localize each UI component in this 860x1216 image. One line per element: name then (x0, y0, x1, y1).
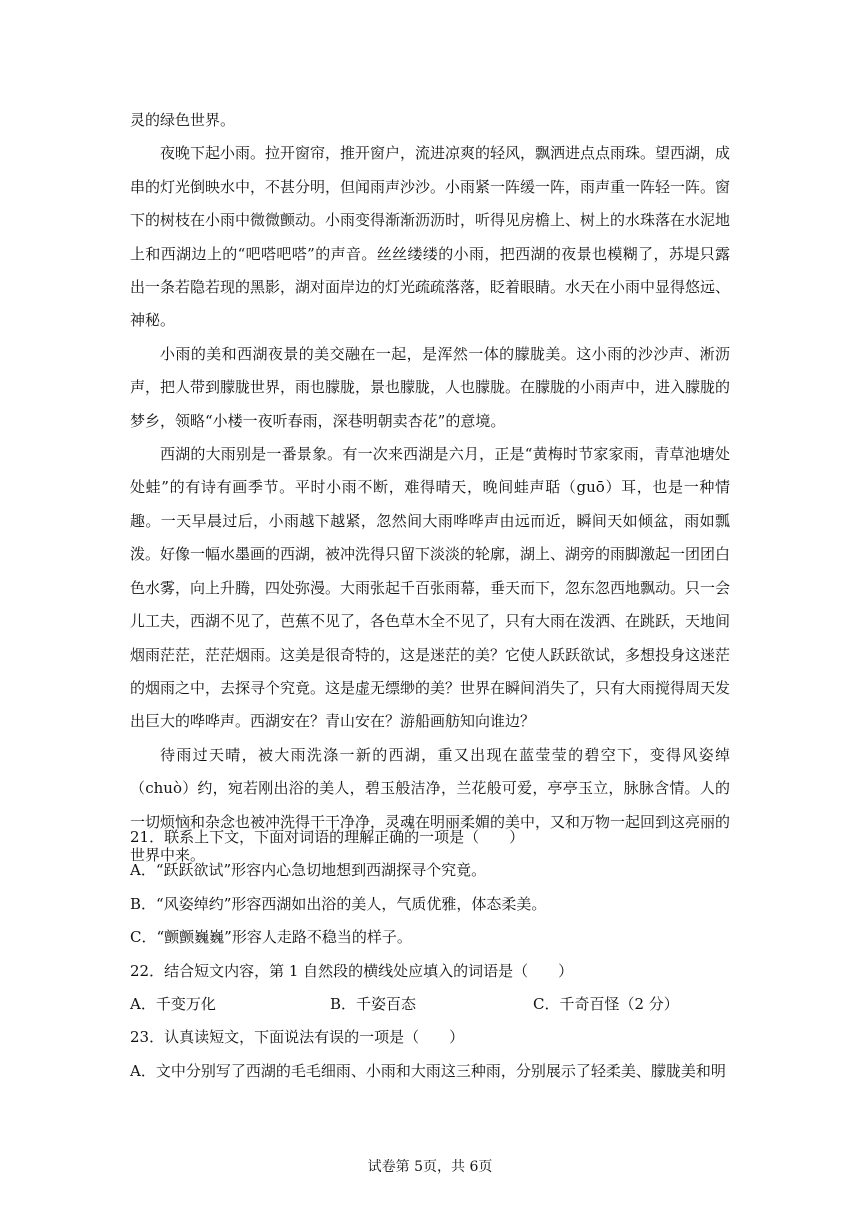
question-list (130, 821, 730, 1088)
question-21-option-a: A．“跃跃欲试”形容内心急切地想到西湖探寻个究竟。 (130, 861, 487, 880)
question-21-option-b: B．“风姿绰约”形容西湖如出浴的美人，气质优雅，体态柔美。 (130, 894, 547, 913)
question-23-option-a: A．文中分别写了西湖的毛毛细雨、小雨和大雨这三种雨，分别展示了轻柔美、朦胧美和明 (130, 1061, 726, 1080)
question-23-stem: 23．认真读短文，下面说法有误的一项是（ ） (130, 1028, 465, 1047)
page-footer: 试卷第 5页，共 6页 (367, 1159, 493, 1175)
question-22-options (130, 988, 730, 1021)
question-22-option-a: A．千变万化 (130, 995, 216, 1014)
exam-page (130, 0, 730, 1216)
question-21-stem: 21．联系上下文，下面对词语的理解正确的一项是（ ） (130, 828, 525, 846)
passage-paragraph-night-rain: 夜晚下起小雨。拉开窗帘，推开窗户，流进凉爽的轻风，飘洒进点点雨珠。望西湖，成串的灯光倒映水中，不甚分明，但闻雨声沙沙。小雨紧一阵缓一阵，雨声重一阵轻一阵。窗下的树枝在小雨中微微颤动。小雨变得渐渐沥沥时，听得见房檐上、树上的水珠落在水泥地上和西湖边上的“吧嗒吧嗒”的声音。丝丝缕缕的小雨，把西湖的夜景也模糊了，苏堤只露出一条若隐若现的黑影，湖对面岸边的灯光疏疏落落，眨着眼睛。水天在小雨中显得悠远、神秘。 (130, 144, 731, 330)
passage-paragraph-continued: 灵的绿色世界。 (130, 111, 236, 129)
question-21-option-c: C．“颤颤巍巍”形容人走路不稳当的样子。 (130, 928, 412, 947)
passage-paragraph-heavy-rain: 西湖的大雨别是一番景象。有一次来西湖是六月，正是“黄梅时节家家雨，青草池塘处处蛙”的有诗有画季节。平时小雨不断，难得晴天，晚间蛙声聒（guō）耳，也是一种情趣。一天早晨过后，小雨越下越紧，忽然间大雨哗哗声由远而近，瞬间天如倾盆，雨如瓢泼。好像一幅水墨画的西湖，被冲洗得只留下淡淡的轮廓，湖上、湖旁的雨脚激起一团团白色水雾，向上升腾，四处弥漫。大雨张起千百张雨幕，垂天而下，忽东忽西地飘动。只一会儿工夫，西湖不见了，芭蕉不见了，各色草木全不见了，只有大雨在泼洒、在跳跃，天地间烟雨茫茫，茫茫烟雨。这美是很奇特的，这是迷茫的美？它使人跃跃欲试，多想投身这迷茫的烟雨之中，去探寻个究竟。这是虚无缥缈的美？世界在瞬间消失了，只有大雨搅得周天发出巨大的哗哗声。西湖安在？青山安在？游船画舫知向谁边？ (130, 445, 731, 731)
question-22-stem: 22．结合短文内容，第 1 自然段的横线处应填入的词语是（ ） (130, 961, 574, 980)
passage-paragraph-hazy-beauty: 小雨的美和西湖夜景的美交融在一起，是浑然一体的朦胧美。这小雨的沙沙声、淅沥声，把人带到朦胧世界，雨也朦胧，景也朦胧，人也朦胧。在朦胧的小雨声中，进入朦胧的梦乡，领略“小楼一夜听春雨，深巷明朝卖杏花”的意境。 (130, 344, 731, 430)
reading-passage (130, 104, 730, 872)
question-22-option-c: C．千奇百怪（2 分） (533, 995, 679, 1014)
question-22-option-b: B．千姿百态 (330, 995, 417, 1014)
passage-paragraph-after-rain: 待雨过天晴，被大雨洗涤一新的西湖，重又出现在蓝莹莹的碧空下，变得风姿绰（chuò）约，宛若刚出浴的美人，碧玉般洁净，兰花般可爱，亭亭玉立，脉脉含情。人的一切烦恼和杂念也被冲洗得干干净净，灵魂在明丽柔媚的美中，又和万物一起回到这亮丽的世界中来。 (130, 745, 731, 864)
